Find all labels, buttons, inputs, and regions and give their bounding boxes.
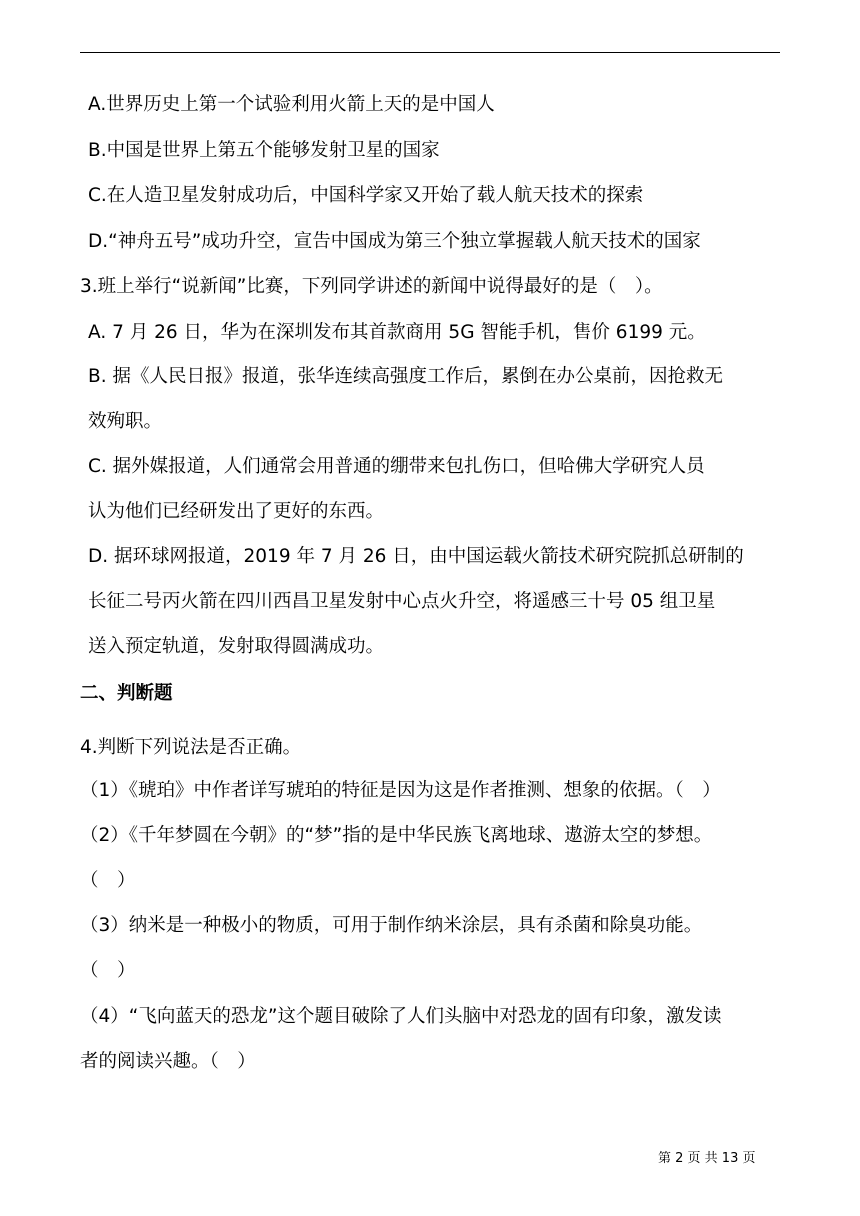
statement-line: （1）《琥珀》中作者详写琥珀的特征是因为这是作者推测、想象的依据。（ ） [80, 780, 721, 801]
option-line: D.“神舟五号”成功升空，宣告中国成为第三个独立掌握载人航天技术的国家 [88, 231, 701, 252]
statement-line: （ ） [80, 960, 136, 981]
statement-line: （3）纳米是一种极小的物质，可用于制作纳米涂层，具有杀菌和除臭功能。 [80, 915, 703, 936]
statement-line: （2）《千年梦圆在今朝》的“梦”指的是中华民族飞离地球、遨游太空的梦想。 [80, 825, 713, 846]
header-rule [80, 52, 780, 53]
option-line: A.世界历史上第一个试验利用火箭上天的是中国人 [88, 94, 495, 115]
option-line: B.中国是世界上第五个能够发射卫星的国家 [88, 140, 440, 161]
option-line: A. 7 月 26 日，华为在深圳发布其首款商用 5G 智能手机，售价 6199 元。 [88, 322, 706, 343]
option-line: D. 据环球网报道，2019 年 7 月 26 日，由中国运载火箭技术研究院抓总研制的 [88, 546, 744, 567]
statement-line: （4）“飞向蓝天的恐龙”这个题目破除了人们头脑中对恐龙的固有印象，激发读 [80, 1006, 722, 1027]
option-line: C.在人造卫星发射成功后，中国科学家又开始了载人航天技术的探索 [88, 185, 644, 206]
question-line: 3.班上举行“说新闻”比赛，下列同学讲述的新闻中说得最好的是（ ）。 [80, 276, 663, 297]
statement-line: 者的阅读兴趣。（ ） [80, 1051, 256, 1072]
option-line: 送入预定轨道，发射取得圆满成功。 [88, 636, 385, 657]
option-line: 效殉职。 [88, 411, 163, 432]
section-heading: 二、判断题 [80, 683, 173, 704]
option-line: C. 据外媒报道，人们通常会用普通的绷带来包扎伤口，但哈佛大学研究人员 [88, 456, 705, 477]
option-line: 长征二号丙火箭在四川西昌卫星发射中心点火升空，将遥感三十号 05 组卫星 [88, 591, 716, 612]
statement-line: （ ） [80, 870, 136, 891]
page-number: 第 2 页 共 13 页 [658, 1151, 756, 1166]
option-line: B. 据《人民日报》报道，张华连续高强度工作后，累倒在办公桌前，因抢救无 [88, 366, 723, 387]
question-line: 4.判断下列说法是否正确。 [80, 737, 302, 758]
option-line: 认为他们已经研发出了更好的东西。 [88, 501, 385, 522]
